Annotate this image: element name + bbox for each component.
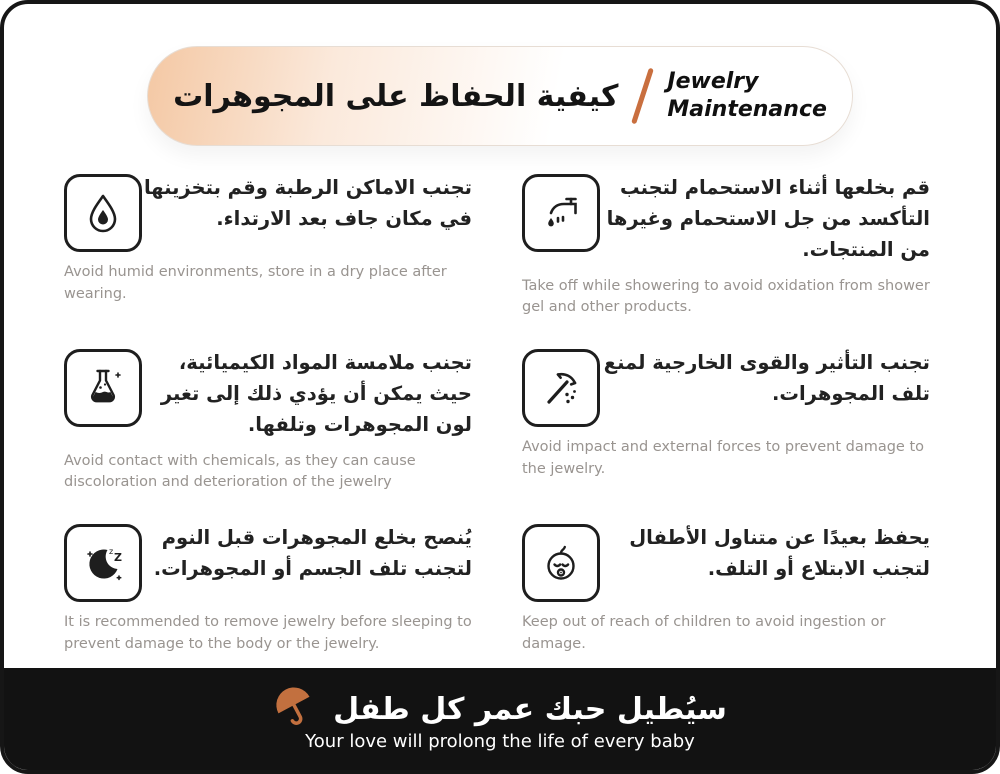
footer-banner [0, 668, 1000, 774]
svg-text:Z: Z [114, 551, 122, 565]
arabic-text: تجنب ملامسة المواد الكيميائية، حيث يمكن أن يؤدي ذلك إلى تغير لون المجوهرات وتلفها. [160, 351, 472, 437]
care-instructions-grid [4, 146, 996, 664]
title-english-line1: Jewelry [667, 68, 759, 94]
english-text: Keep out of reach of children to avoid ingestion or damage. [522, 614, 886, 652]
chemical-flask-icon [79, 364, 127, 412]
care-item-humidity [64, 174, 478, 319]
arabic-text: تجنب الاماكن الرطبة وقم بتخزينها في مكان جاف بعد الارتداء. [143, 176, 472, 231]
pickaxe-icon [537, 364, 585, 412]
page-title-english [667, 68, 827, 124]
faucet-icon [537, 189, 585, 237]
arabic-text: يُنصح بخلع المجوهرات قبل النوم لتجنب تلف الجسم أو المجوهرات. [153, 526, 472, 581]
arabic-text: تجنب التأثير والقوى الخارجية لمنع تلف المجوهرات. [603, 351, 930, 406]
footer-slogan-arabic: سيُطيل حبك عمر كل طفل [333, 692, 727, 727]
english-text: It is recommended to remove jewelry before sleeping to prevent damage to the body or the jewelry. [64, 614, 472, 652]
icon-box [522, 524, 600, 602]
sleep-moon-icon [79, 539, 127, 587]
water-drop-icon [79, 189, 127, 237]
english-text: Avoid contact with chemicals, as they can cause discoloration and deterioration of the jewelry [64, 452, 416, 491]
header-pill [147, 46, 853, 146]
page-title-arabic: كيفية الحفاظ على المجوهرات [173, 78, 619, 114]
english-text: Take off while showering to avoid oxidation from shower gel and other products. [522, 277, 930, 316]
arabic-text: قم بخلعها أثناء الاستحمام لتجنب التأكسد من جل الاستحمام وغيرها من المنتجات. [606, 176, 930, 262]
svg-text:z: z [109, 547, 114, 557]
english-text: Avoid humid environments, store in a dry place after wearing. [64, 264, 447, 302]
title-english-line2: Maintenance [667, 97, 827, 122]
icon-box [64, 349, 142, 427]
english-text: Avoid impact and external forces to prevent damage to the jewelry. [522, 439, 925, 477]
care-item-impact [522, 349, 936, 494]
icon-box [64, 524, 142, 602]
footer-slogan-english: Your love will prolong the life of every baby [305, 730, 695, 752]
footer-slogan-row [273, 691, 727, 729]
umbrella-icon [265, 677, 325, 737]
icon-box [64, 174, 142, 252]
slash-divider [632, 68, 655, 125]
baby-icon [537, 539, 585, 587]
arabic-text: يحفظ بعيدًا عن متناول الأطفال لتجنب الابتلاع أو التلف. [629, 526, 930, 581]
care-item-showering [522, 174, 936, 319]
care-item-children [522, 524, 936, 664]
care-item-chemicals [64, 349, 478, 494]
care-item-sleeping [64, 524, 478, 664]
icon-box [522, 174, 600, 252]
icon-box [522, 349, 600, 427]
